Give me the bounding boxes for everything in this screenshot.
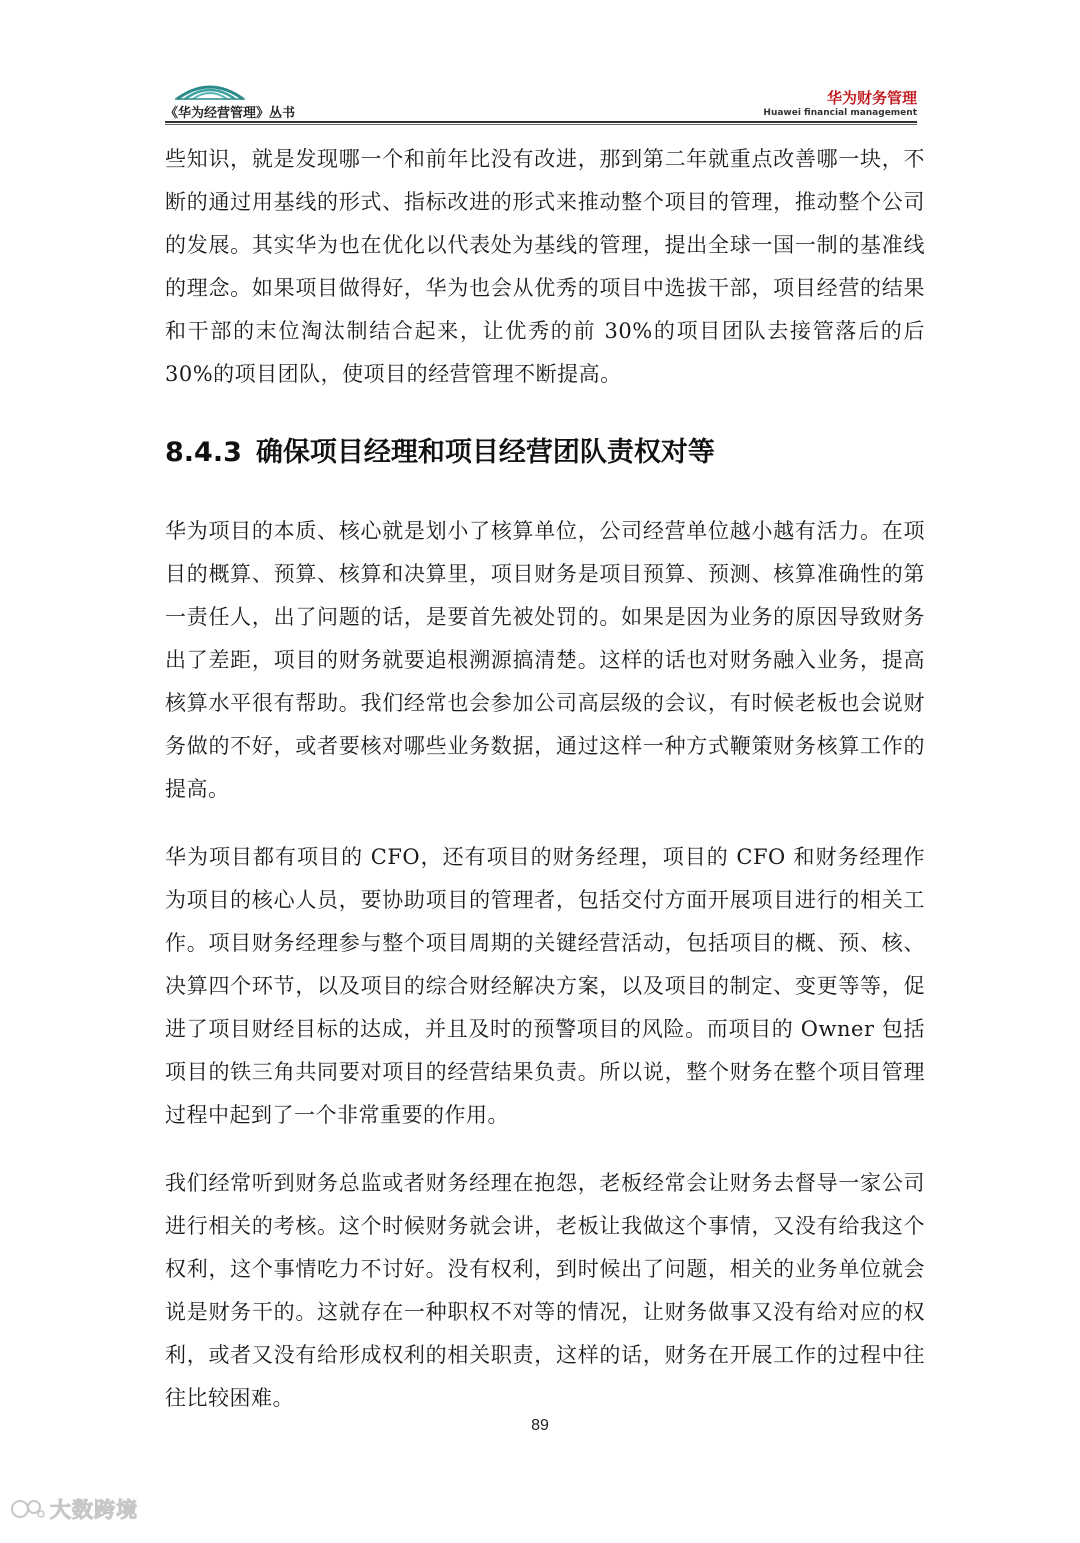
body-paragraph: 华为项目的本质、核心就是划小了核算单位，公司经营单位越小越有活力。在项目的概算、预算、核算和决算里，项目财务是项目预算、预测、核算准确性的第一责任人，出了问题的话，是要首先被处罚的。如果是因为业务的原因导致财务出了差距，项目的财务就要追根溯源搞清楚。这样的话也对财务融入业务，提高核算水平很有帮助。我们经常也会参加公司高层级的会议，有时候老板也会说财务做的不好，或者要核对哪些业务数据，通过这样一种方式鞭策财务核算工作的提高。 — [165, 519, 925, 801]
brand-title-en: Huawei financial management — [763, 108, 917, 118]
section-number: 8.4.3 — [165, 437, 242, 468]
header-divider — [165, 121, 917, 123]
series-title: 《华为经营管理》丛书 — [165, 106, 296, 121]
brand-block — [763, 89, 917, 119]
section-heading — [165, 436, 925, 470]
brand-title-cn: 华为财务管理 — [826, 89, 917, 107]
section-title: 确保项目经理和项目经营团队责权对等 — [255, 437, 715, 468]
watermark — [10, 1494, 138, 1524]
body-paragraph: 华为项目都有项目的 CFO，还有项目的财务经理，项目的 CFO 和财务经理作为项目的核心人员，要协助项目的管理者，包括交付方面开展项目进行的相关工作。项目财务经理参与整个项目周期的关键经营活动，包括项目的概、预、核、决算四个环节，以及项目的综合财经解决方案，以及项目的制定、变更等等，促进了项目财经目标的达成，并且及时的预警项目的风险。而项目的 Owner 包括项目的铁三角共同要对项目的经营结果负责。所以说，整个财务在整个项目管理过程中起到了一个非常重要的作用。 — [165, 845, 925, 1127]
page-body — [165, 138, 925, 1420]
watermark-text: 大数跨境 — [50, 1498, 138, 1522]
page-header — [165, 75, 917, 125]
body-paragraph: 些知识，就是发现哪一个和前年比没有改进，那到第二年就重点改善哪一块，不断的通过用基线的形式、指标改进的形式来推动整个项目的管理，推动整个公司的发展。其实华为也在优化以代表处为基线的管理，提出全球一国一制的基准线的理念。如果项目做得好，华为也会从优秀的项目中选拔干部，项目经营的结果和干部的末位淘汰制结合起来，让优秀的前 30%的项目团队去接管落后的后 30%的项目团队，使项目的经营管理不断提高。 — [165, 147, 925, 386]
page-number: 89 — [531, 1417, 549, 1434]
watermark-logo-icon — [10, 1496, 46, 1522]
header-divider-thin — [165, 124, 917, 125]
body-paragraph: 我们经常听到财务总监或者财务经理在抱怨，老板经常会让财务去督导一家公司进行相关的考核。这个时候财务就会讲，老板让我做这个事情，又没有给我这个权利，这个事情吃力不讨好。没有权利，到时候出了问题，相关的业务单位就会说是财务干的。这就存在一种职权不对等的情况，让财务做事又没有给对应的权利，或者又没有给形成权利的相关职责，这样的话，财务在开展工作的过程中往往比较困难。 — [165, 1171, 925, 1410]
book-series-logo-icon — [175, 77, 245, 101]
